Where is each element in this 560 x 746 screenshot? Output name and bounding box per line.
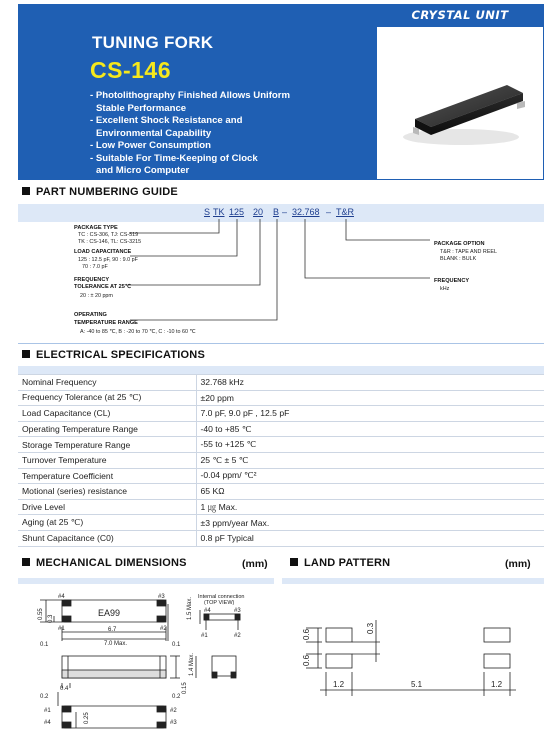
pin-label: #2 (160, 626, 167, 632)
code-dash: – (282, 207, 288, 217)
feature-line: Stable Performance (96, 102, 187, 114)
feature-line: Environmental Capability (96, 127, 212, 139)
frequency-tolerance-label: TOLERANCE AT 25℃ (74, 284, 132, 290)
feature-line: - Photolithography Finished Allows Uniform (90, 90, 291, 101)
spec-name: Aging (at 25 ℃) (18, 515, 196, 531)
pin-label: #1 (58, 626, 65, 632)
pin-label: #4 (58, 594, 65, 600)
dimension-label: 0.4 (60, 686, 69, 692)
spec-name: Load Capacitance (CL) (18, 406, 196, 422)
frequency-tolerance-label: FREQUENCY (74, 277, 110, 283)
spec-name: Motional (series) resistance (18, 484, 196, 500)
land-pad (326, 628, 352, 642)
spec-name: Turnover Temperature (18, 452, 196, 468)
pin-label: #2 (234, 633, 241, 639)
dimension-label: 0.55 (38, 608, 44, 620)
code-frequency: 32.768 (292, 207, 320, 217)
land-pad (484, 628, 510, 642)
dimension-label: 7.0 Max. (104, 641, 128, 647)
pin-label: #1 (44, 708, 51, 714)
load-capacitance-line: 70 : 7.0 pF (82, 264, 108, 270)
operating-temp-label: OPERATING (74, 312, 107, 318)
internal-connection-label: (TOP VIEW) (204, 600, 235, 606)
spec-value: -55 to +125 ℃ (196, 437, 544, 453)
frequency-line: kHz (440, 286, 450, 292)
code-load-cap: 125 (229, 207, 245, 217)
package-type-line: TC : CS-306, TJ: CS-519 (78, 232, 139, 238)
package-type-line: TK : CS-146, TL: CS-3215 (78, 239, 142, 245)
spec-name: Frequency Tolerance (at 25 ℃) (18, 390, 196, 406)
electrical-heading: ELECTRICAL SPECIFICATIONS (22, 349, 205, 361)
spec-value: -0.04 ppm/ ℃² (196, 468, 544, 484)
dimension-label: 0.6 (302, 628, 311, 640)
dimension-label: 5.1 (411, 680, 423, 689)
dimension-label: 0.25 (84, 712, 90, 724)
land-pattern-unit: (mm) (505, 558, 531, 570)
code-package: TK (213, 207, 225, 217)
spec-value: -40 to +85 ℃ (196, 421, 544, 437)
spec-name: Temperature Coefficient (18, 468, 196, 484)
package-option-line: T&R : TAPE AND REEL (440, 249, 498, 255)
operating-temp-line: A: -40 to 85 ℃, B : -20 to 70 ℃, C : -10 to 60 ℃ (80, 329, 196, 335)
series-title: TUNING FORK (92, 33, 214, 52)
spec-value: 0.8 pF Typical (196, 530, 544, 546)
category-label: CRYSTAL UNIT (376, 4, 544, 26)
package-option-line: BLANK : BULK (440, 256, 477, 262)
spec-value: 65 KΩ (196, 484, 544, 500)
code-dash: – (326, 207, 332, 217)
code-package-option: T&R (336, 207, 354, 217)
dimension-label: 0.6 (302, 654, 311, 666)
spec-name: Nominal Frequency (18, 375, 196, 391)
dimension-label: 1.5 Max. (187, 596, 193, 620)
internal-connection-label: Internal connection (198, 594, 245, 600)
operating-temp-label: TEMPERATURE RANGE (74, 320, 138, 326)
marking-text: EA99 (98, 608, 121, 618)
spec-value: 32.768 kHz (196, 375, 544, 391)
package-type-label: PACKAGE TYPE (74, 225, 118, 231)
dimension-label: 1.2 (333, 680, 345, 689)
mechanical-heading: MECHANICAL DIMENSIONS (22, 557, 187, 569)
spec-name: Drive Level (18, 499, 196, 515)
frequency-label: FREQUENCY (434, 278, 470, 284)
dimension-label: 0.3 (48, 614, 54, 623)
load-capacitance-line: 125 : 12.5 pF, 90 : 9.0 pF (78, 257, 138, 263)
pin-label: #1 (201, 633, 208, 639)
dimension-label: 1.2 (491, 680, 503, 689)
spec-value: 25 ℃ ± 5 ℃ (196, 452, 544, 468)
spec-value: 7.0 pF, 9.0 pF , 12.5 pF (196, 406, 544, 422)
pin-label: #4 (204, 608, 211, 614)
model-number: CS-146 (90, 57, 171, 83)
package-option-label: PACKAGE OPTION (434, 241, 485, 247)
code-s: S (204, 207, 211, 217)
dimension-label: 6.7 (108, 627, 117, 633)
dimension-label: 0.15 (182, 682, 188, 694)
dimension-label: 0.2 (172, 694, 181, 700)
pin-label: #3 (234, 608, 241, 614)
dimension-label: 0.1 (172, 642, 181, 648)
dimension-label: 0.2 (40, 694, 49, 700)
feature-line: and Micro Computer (96, 165, 190, 176)
spec-value: ±3 ppm/year Max. (196, 515, 544, 531)
feature-line: - Suitable For Time-Keeping of Clock (90, 152, 258, 164)
land-pad (484, 654, 510, 668)
feature-line: - Excellent Shock Resistance and (90, 115, 243, 126)
pin-label: #2 (170, 708, 177, 714)
pin-label: #3 (158, 594, 165, 600)
part-numbering-heading: PART NUMBERING GUIDE (22, 186, 178, 198)
spec-name: Shunt Capacitance (C0) (18, 530, 196, 546)
pin-label: #3 (170, 720, 177, 726)
spec-name: Operating Temperature Range (18, 421, 196, 437)
spec-value: 1 ㎍ Max. (196, 499, 544, 515)
frequency-tolerance-line: 20 : ± 20 ppm (80, 293, 113, 299)
dimension-label: 1.4 Max. (189, 652, 195, 676)
spec-value: ±20 ppm (196, 390, 544, 406)
dimension-label: 0.1 (40, 642, 49, 648)
feature-line: - Low Power Consumption (90, 140, 211, 151)
pin-label: #4 (44, 720, 51, 726)
code-tolerance: 20 (253, 207, 264, 217)
land-pad (326, 654, 352, 668)
land-pattern-heading: LAND PATTERN (290, 557, 390, 569)
mechanical-unit: (mm) (242, 558, 268, 570)
spec-name: Storage Temperature Range (18, 437, 196, 453)
code-temp-range: B (273, 207, 280, 217)
dimension-label: 0.3 (366, 622, 375, 634)
load-capacitance-label: LOAD CAPACITANCE (74, 249, 132, 255)
